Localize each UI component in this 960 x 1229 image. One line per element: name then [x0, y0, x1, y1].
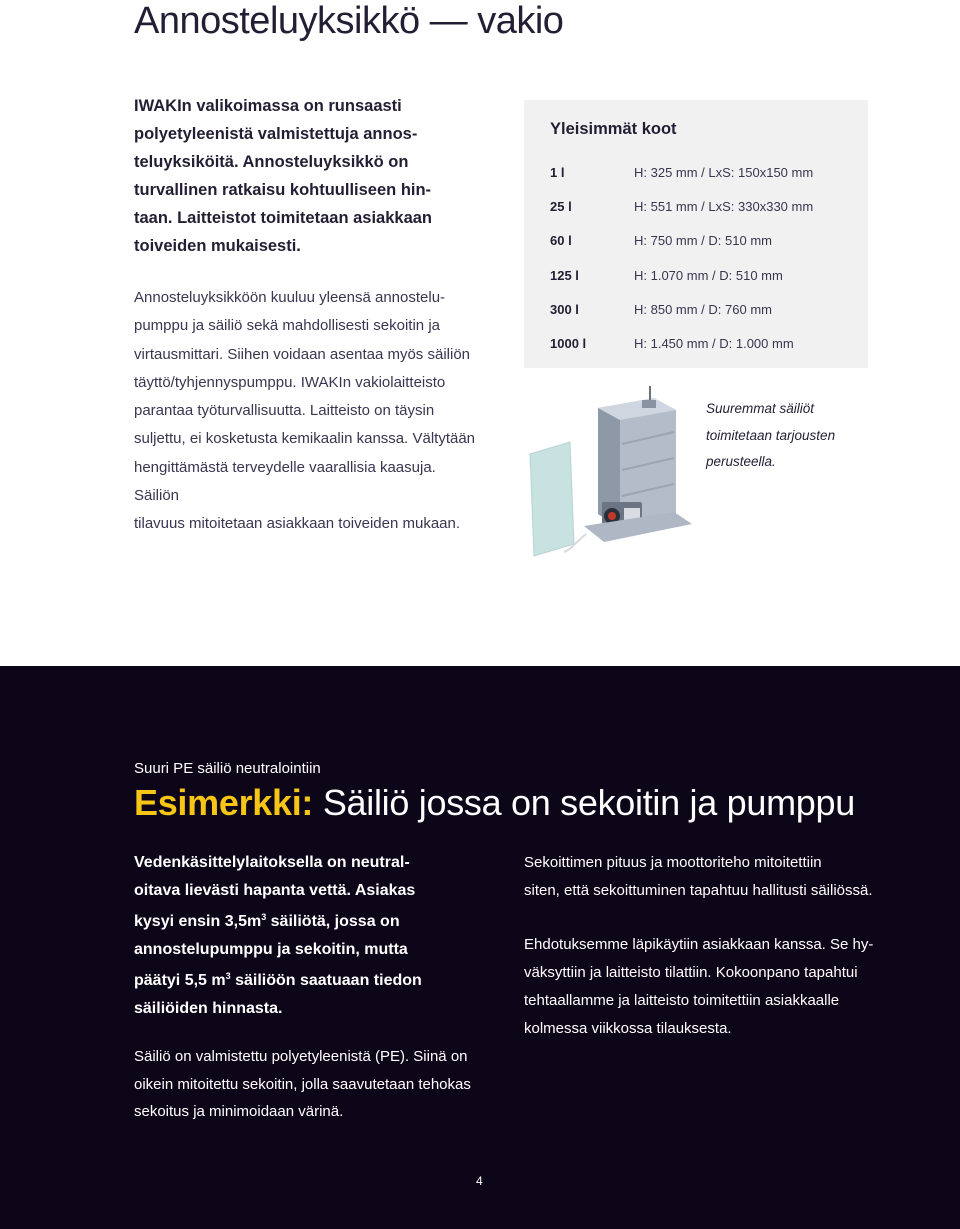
example-bold-line: oitava lievästi hapanta vettä. Asiakas — [134, 881, 416, 899]
size-volume: 60 l — [550, 233, 572, 249]
body-line: suljettu, ei kosketusta kemikaalin kanssa. Vältytään — [134, 430, 476, 448]
size-row — [550, 224, 842, 258]
headline-rest: Säiliö jossa on sekoitin ja pumppu — [322, 782, 855, 823]
example-headline — [134, 782, 855, 824]
size-volume: 1000 l — [550, 336, 587, 352]
body-line: parantaa työturvallisuutta. Laitteisto on täysin — [134, 402, 435, 420]
caption-line: Suuremmat säiliöt — [706, 401, 815, 416]
example-bold-line — [134, 963, 484, 995]
example-line: tehtaallamme ja laitteisto toimitettiin asiakkaalle — [524, 992, 840, 1009]
example-paragraph-right-1 — [524, 849, 874, 905]
body-line: pumppu ja säiliö sekä mahdollisesti sekoitin ja — [134, 317, 440, 335]
caption-line: perusteella. — [706, 454, 776, 469]
bold-fragment: kysyi ensin 3,5m — [134, 913, 262, 930]
bold-fragment: päätyi 5,5 m — [134, 972, 226, 989]
dosing-unit-photo — [524, 384, 704, 574]
example-line: Sekoittimen pituus ja moottoriteho mitoitettiin — [524, 854, 822, 871]
intro-bold-line: turvallinen ratkaisu kohtuulliseen hin- — [134, 181, 432, 199]
body-line: Annosteluyksikköön kuuluu yleensä annostelu- — [134, 289, 446, 306]
size-volume: 25 l — [550, 198, 572, 214]
common-sizes-box — [524, 100, 868, 368]
size-row — [550, 189, 842, 223]
intro-bold-line: teluyksiköitä. Annosteluyksikkö on — [134, 153, 409, 171]
size-row — [550, 155, 842, 189]
example-kicker: Suuri PE säiliö neutralointiin — [134, 760, 321, 777]
sizes-title: Yleisimmät koot — [550, 120, 677, 138]
bold-fragment: säiliöön saatuaan tiedon — [235, 972, 422, 989]
intro-bold-line: toiveiden mukaisesti. — [134, 237, 301, 255]
size-dimensions: H: 850 mm / D: 760 mm — [634, 301, 772, 317]
size-dimensions: H: 750 mm / D: 510 mm — [634, 233, 772, 249]
example-bold-line: Vedenkäsittelylaitoksella on neutral- — [134, 854, 410, 871]
caption-line: toimitetaan tarjousten — [706, 427, 836, 443]
page-title: Annosteluyksikkö — vakio — [134, 0, 564, 42]
intro-paragraph-bold — [134, 92, 484, 260]
example-line: kolmessa viikkossa tilauksesta. — [524, 1020, 732, 1037]
intro-bold-line: IWAKIn valikoimassa on runsaasti — [134, 97, 402, 115]
example-line: siten, että sekoittuminen tapahtuu hallitusti säiliössä. — [524, 882, 873, 899]
intro-paragraph-body — [134, 284, 484, 539]
size-row — [550, 326, 842, 360]
size-row — [550, 292, 842, 326]
intro-bold-line: polyetyleenistä valmistettuja annos- — [134, 125, 418, 143]
body-line: hengittämästä terveydelle vaarallisia kaasuja. Säiliön — [134, 458, 436, 505]
body-line: täyttö/tyhjennyspumppu. IWAKIn vakiolaitteisto — [134, 373, 446, 391]
size-volume: 300 l — [550, 301, 579, 317]
superscript: 3 — [261, 912, 267, 922]
headline-highlight: Esimerkki: — [134, 782, 314, 823]
example-paragraph-left — [134, 1043, 484, 1126]
size-volume: 1 l — [550, 164, 565, 180]
example-paragraph-bold — [134, 849, 484, 1022]
superscript: 3 — [225, 971, 231, 981]
size-dimensions: H: 551 mm / LxS: 330x330 mm — [634, 198, 814, 214]
example-paragraph-right-2 — [524, 931, 874, 1043]
image-caption — [706, 396, 876, 476]
intro-bold-line: taan. Laitteistot toimitetaan asiakkaan — [134, 209, 433, 227]
size-row — [550, 258, 842, 292]
bold-fragment: säiliötä, jossa on — [270, 913, 400, 930]
example-line: sekoitus ja minimoidaan värinä. — [134, 1103, 344, 1120]
size-dimensions: H: 325 mm / LxS: 150x150 mm — [634, 164, 814, 180]
body-line: virtausmittari. Siihen voidaan asentaa myös säiliön — [134, 345, 470, 363]
example-line: Säiliö on valmistettu polyetyleenistä (PE). Siinä on — [134, 1048, 468, 1065]
example-line: oikein mitoitettu sekoitin, jolla saavutetaan tehokas — [134, 1075, 471, 1093]
example-line: Ehdotuksemme läpikäytiin asiakkaan kanssa. Se hy- — [524, 936, 874, 953]
body-line: tilavuus mitoitetaan asiakkaan toiveiden mukaan. — [134, 515, 461, 533]
example-bold-line — [134, 904, 484, 936]
example-line: väksyttiin ja laitteisto tilattiin. Kokoonpano tapahtui — [524, 964, 858, 981]
size-dimensions: H: 1.450 mm / D: 1.000 mm — [634, 336, 794, 352]
size-volume: 125 l — [550, 267, 579, 283]
size-dimensions: H: 1.070 mm / D: 510 mm — [634, 267, 783, 283]
page-number: 4 — [476, 1174, 483, 1188]
example-bold-line: säiliöiden hinnasta. — [134, 999, 283, 1017]
example-bold-line: annostelupumppu ja sekoitin, mutta — [134, 940, 408, 958]
